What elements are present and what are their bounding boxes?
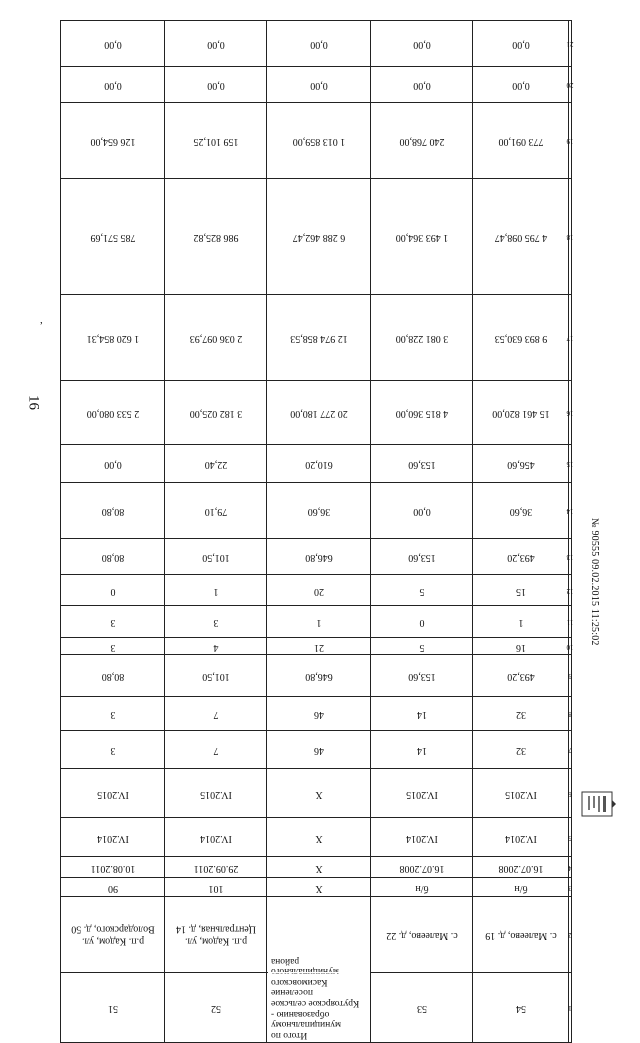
table-cell [164,606,266,638]
column-number: 14 [566,507,574,516]
cell-text: с. Малеево, д. 22 [385,929,458,941]
table-cell [370,539,472,575]
column-number-cell [568,697,572,731]
table-cell [164,445,266,483]
cell-text: 3 081 228,00 [395,332,448,344]
cell-text: 80,80 [101,670,124,682]
table-cell [370,606,472,638]
cell-text: 610,20 [304,458,333,470]
table-cell [370,483,472,539]
cell-text: с. Малеево, д. 19 [484,929,557,941]
table-cell [266,445,370,483]
cell-text: 16 [515,641,526,653]
column-number-cell [568,483,572,539]
table-cell [472,878,568,897]
cell-text: 0,00 [309,38,328,50]
cell-text: 15 [515,585,526,597]
cell-text: 7 [213,744,218,756]
table-cell [370,21,472,67]
table-cell [472,897,568,973]
table-cell [164,179,266,295]
column-band-1 [60,955,572,1043]
cell-text: IV.2015 [199,788,232,800]
table-cell [370,731,472,769]
cell-text: 6 288 462,47 [292,231,345,243]
cell-text: 16.07.2008 [498,862,543,874]
table-cell [60,857,164,878]
column-number: 17 [566,334,574,343]
cell-text: 4 815 360,00 [395,407,448,419]
table-cell [266,731,370,769]
cell-text: 4 795 098,47 [494,231,547,243]
cell-text: 90 [107,882,118,894]
table-cell [164,381,266,445]
cell-text: IV.2015 [405,788,438,800]
table-cell [266,638,370,655]
table-cell [164,638,266,655]
column-number-cell [568,638,572,655]
table-cell [60,606,164,638]
table-cell [60,483,164,539]
cell-text: IV.2014 [504,832,537,844]
column-number-cell [568,606,572,638]
cell-text: 1 620 854,31 [86,332,139,344]
cell-text: 0,00 [511,38,530,50]
column-number-cell [568,769,572,818]
cell-text: 0,00 [103,38,122,50]
table-cell [60,539,164,575]
table-cell [164,973,266,1042]
table-cell [370,697,472,731]
cell-text: 1 [518,616,523,628]
column-number-cell [568,878,572,897]
cell-text: IV.2015 [96,788,129,800]
cell-text: 1 013 859,00 [292,135,345,147]
table-cell [164,731,266,769]
table-cell [472,483,568,539]
cell-text: 53 [416,1002,427,1014]
table-cell [370,67,472,103]
column-band-16 [60,380,572,445]
table-cell [370,575,472,606]
table-cell [60,973,164,1042]
table-cell [472,697,568,731]
page-number: 16 [25,395,42,410]
column-number: 12 [566,586,574,595]
cell-text: 646,80 [304,551,333,563]
table-cell [164,67,266,103]
table-cell [370,445,472,483]
cell-text: 0,00 [412,79,431,91]
column-number-cell [568,295,572,381]
column-number: 19 [566,137,574,146]
cell-text: 20 [313,585,324,597]
cell-text: б/н [513,882,528,894]
cell-text: 12 974 858,53 [289,332,348,344]
cell-text: 54 [515,1002,526,1014]
column-band-14 [60,482,572,539]
cell-text: 3 [110,708,115,720]
table-cell [266,21,370,67]
column-band-8 [60,696,572,731]
table-cell [164,769,266,818]
table-cell [370,857,472,878]
table-cell [164,818,266,857]
table-cell [60,575,164,606]
table-cell [164,655,266,697]
cell-text: 16.07.2008 [399,862,444,874]
table-cell [472,606,568,638]
table-cell [60,295,164,381]
cell-text: 3 [110,641,115,653]
table-cell [60,878,164,897]
mark: , [40,314,43,326]
column-number-cell [568,103,572,179]
cell-text: 21 [313,641,324,653]
column-band-17 [60,294,572,381]
column-number-cell [568,21,572,67]
table-cell [60,445,164,483]
table-cell [164,878,266,897]
table-cell [60,179,164,295]
cell-text: 0,00 [309,79,328,91]
table-cell [370,295,472,381]
cell-text: р.п. Кадом, ул. Центральная, д. 14 [175,924,256,947]
cell-text: 7 [213,708,218,720]
table-cell [370,973,472,1042]
cell-text: 29.09.2011 [193,862,238,874]
cell-text: IV.2014 [405,832,438,844]
table-cell [60,697,164,731]
table-cell [370,381,472,445]
cell-text: 80,80 [101,505,124,517]
cell-text: 80,80 [101,551,124,563]
cell-text: 14 [416,744,427,756]
column-band-11 [60,605,572,638]
cell-text: 0,00 [103,79,122,91]
cell-text: 2 533 080,00 [86,407,139,419]
table-cell [60,638,164,655]
cell-text: 5 [419,585,424,597]
column-number-cell [568,575,572,606]
column-band-4 [60,856,572,878]
cell-text: 3 [110,616,115,628]
table-cell [370,769,472,818]
column-number: 20 [566,81,574,90]
table-cell [164,103,266,179]
table-cell [266,655,370,697]
table-cell [472,655,568,697]
cell-text: 36,60 [509,505,532,517]
cell-text: 52 [210,1002,221,1014]
table-cell [370,818,472,857]
table-cell [60,731,164,769]
table-cell [472,103,568,179]
cell-text: 986 825,82 [193,231,238,243]
table-cell [472,731,568,769]
table-cell [472,638,568,655]
cell-text: 9 893 630,53 [494,332,547,344]
cell-text: X [314,788,323,800]
cell-text: 159 101,25 [193,135,238,147]
column-band-5 [60,817,572,857]
table-cell [472,381,568,445]
column-number: 16 [566,409,574,418]
table-cell [60,67,164,103]
cell-text: 4 [213,641,218,653]
table-cell [472,445,568,483]
table-cell [266,179,370,295]
column-number-cell [568,445,572,483]
cell-text: 2 036 097,93 [189,332,242,344]
cell-text: 1 [316,616,321,628]
table-cell [60,381,164,445]
table-cell [266,606,370,638]
table-cell [472,67,568,103]
cell-text: 773 091,00 [498,135,543,147]
column-number-cell [568,973,572,1042]
column-band-3 [60,877,572,897]
table-cell [472,857,568,878]
column-band-9 [60,654,572,697]
table-cell [60,655,164,697]
cell-text: Итого по муниципальному образованию - Крутоярское сельское поселение Касимовского района [271,955,360,1040]
cell-text: 493,20 [506,670,535,682]
column-number: 9 [568,672,572,681]
column-number: 18 [566,233,574,242]
cell-text: 20 277 180,00 [289,407,348,419]
cell-text: 3 [110,744,115,756]
column-number: 13 [566,553,574,562]
column-band-7 [60,730,572,769]
cell-text: 0,00 [103,458,122,470]
document-logo-icon [578,791,616,817]
table-cell [266,483,370,539]
cell-text: 493,20 [506,551,535,563]
column-band-13 [60,538,572,575]
cell-text: 0 [419,616,424,628]
table-cell [472,973,568,1042]
column-band-12 [60,574,572,606]
cell-text: 51 [107,1002,118,1014]
table-cell [164,575,266,606]
cell-text: 0,00 [412,38,431,50]
table-cell [60,21,164,67]
table-cell [266,818,370,857]
column-number-cell [568,897,572,973]
table-cell [60,769,164,818]
table-cell [472,21,568,67]
cell-text: 240 768,00 [399,135,444,147]
column-number: 8 [568,710,572,719]
column-number-cell [568,655,572,697]
cell-text: 46 [313,744,324,756]
cell-text: 32 [515,744,526,756]
table-cell [266,67,370,103]
cell-text: 0,00 [511,79,530,91]
column-number-cell [568,818,572,857]
table-cell [164,295,266,381]
cell-text: 0,00 [206,38,225,50]
table-cell [164,483,266,539]
cell-text: 785 571,69 [90,231,135,243]
cell-text: 101,50 [201,670,230,682]
cell-text: 646,80 [304,670,333,682]
cell-text: 10.08.2011 [90,862,135,874]
table-cell [164,21,266,67]
column-number: 4 [568,863,572,872]
table-cell [472,818,568,857]
table-cell [472,179,568,295]
cell-text: X [314,832,323,844]
column-number-cell [568,179,572,295]
table-cell [266,295,370,381]
table-cell [266,878,370,897]
column-number-cell [568,67,572,103]
cell-text: 0,00 [206,79,225,91]
table-cell [266,381,370,445]
table-cell [60,103,164,179]
table-cell [164,857,266,878]
cell-text: IV.2014 [96,832,129,844]
table-cell [472,539,568,575]
table-cell [370,638,472,655]
column-number-cell [568,539,572,575]
cell-text: 0 [110,585,115,597]
cell-text: IV.2014 [199,832,232,844]
column-number: 6 [568,789,572,798]
cell-text: 3 182 025,00 [189,407,242,419]
cell-text: 153,60 [407,551,436,563]
cell-text: 46 [313,708,324,720]
column-band-19 [60,102,572,179]
table-cell [370,655,472,697]
column-number: 1 [568,1003,572,1012]
column-number: 10 [566,642,574,651]
cell-text: 153,60 [407,458,436,470]
column-band-18 [60,178,572,295]
cell-text: 5 [419,641,424,653]
column-number: 3 [568,883,572,892]
cell-text: 32 [515,708,526,720]
table-cell [370,878,472,897]
column-number-cell [568,731,572,769]
cell-text: 456,60 [506,458,535,470]
column-number: 21 [566,40,574,49]
registration-stamp: № 90555 09.02.2015 11:25:02 [589,518,600,646]
table-cell [164,539,266,575]
table-cell [472,575,568,606]
column-band-21 [60,20,572,67]
column-band-15 [60,444,572,483]
column-number: 5 [568,833,572,842]
table-cell [472,295,568,381]
cell-text: 0,00 [412,505,431,517]
cell-text: 22,40 [204,458,227,470]
column-band-20 [60,66,572,103]
cell-text: б/н [414,882,429,894]
table-cell [370,897,472,973]
table-cell [164,897,266,973]
cell-text: р.п. Кадом, ул. Володарского, д. 50 [70,924,155,947]
cell-text: IV.2015 [504,788,537,800]
column-number-cell [568,857,572,878]
table-cell [370,103,472,179]
cell-text: 3 [213,616,218,628]
table-cell [266,697,370,731]
cell-text: 101 [208,882,223,894]
column-band-6 [60,768,572,818]
column-number-cell [568,381,572,445]
table-cell [60,897,164,973]
cell-text: 36,60 [307,505,330,517]
column-number: 2 [568,931,572,940]
cell-text: 1 [213,585,218,597]
table-cell [266,769,370,818]
cell-text: 14 [416,708,427,720]
table-cell [266,539,370,575]
cell-text: X [314,882,323,894]
table-cell [266,955,370,1042]
table-cell [266,103,370,179]
data-table [60,20,574,1040]
column-number: 11 [566,618,574,627]
cell-text: 1 493 364,00 [395,231,448,243]
table-cell [164,697,266,731]
table-cell [266,857,370,878]
column-number: 7 [568,746,572,755]
table-cell [266,575,370,606]
cell-text: 101,50 [201,551,230,563]
table-cell [370,179,472,295]
table-cell [472,769,568,818]
column-number: 15 [566,460,574,469]
table-cell [60,818,164,857]
column-band-10 [60,637,572,655]
cell-text: X [314,862,323,874]
cell-text: 126 654,00 [90,135,135,147]
cell-text: 153,60 [407,670,436,682]
cell-text: 15 461 820,00 [491,407,550,419]
cell-text: 79,10 [204,505,227,517]
